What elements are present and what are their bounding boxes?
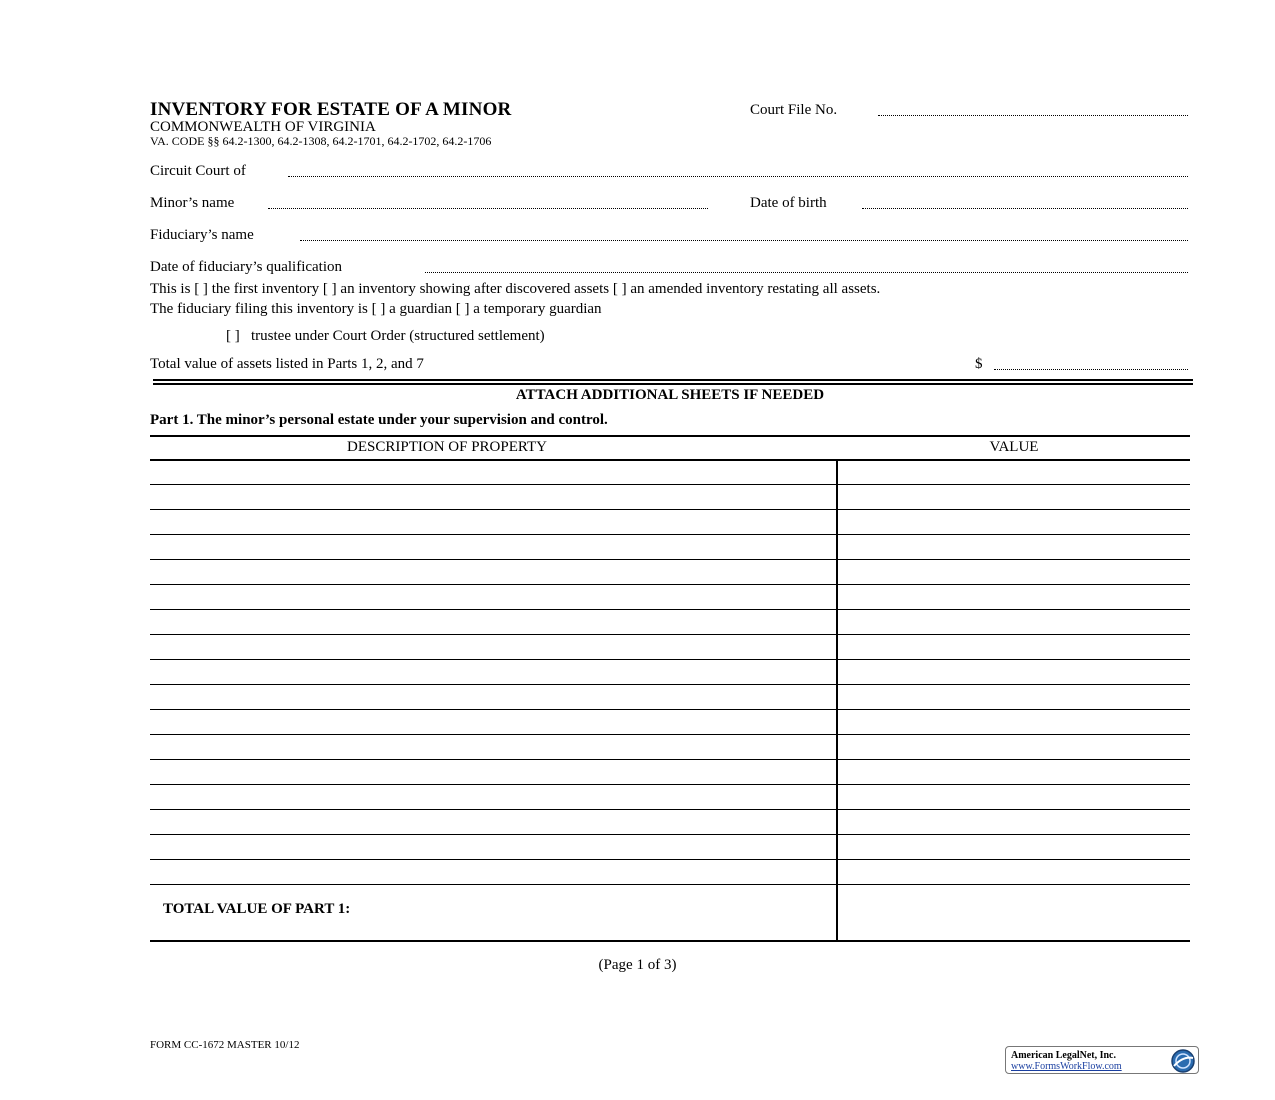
fiduciary-name-label: Fiduciary’s name (150, 227, 254, 243)
table-row[interactable] (150, 634, 1190, 635)
table-row[interactable] (150, 734, 1190, 735)
court-file-label: Court File No. (750, 102, 838, 118)
attach-notice: ATTACH ADDITIONAL SHEETS IF NEEDED (515, 387, 825, 403)
table-row[interactable] (150, 534, 1190, 535)
publisher-badge[interactable] (1005, 1046, 1199, 1074)
table-row[interactable] (150, 884, 1190, 885)
publisher-name: American LegalNet, Inc. (1011, 1050, 1116, 1061)
publisher-url[interactable]: www.FormsWorkFlow.com (1011, 1061, 1122, 1072)
discovered-assets-label: an inventory showing after discovered assets (340, 281, 610, 297)
first-inventory-label: the first inventory (211, 281, 320, 297)
amended-inventory-checkbox[interactable]: [ ] (612, 281, 627, 297)
inventory-type-line (150, 281, 880, 298)
temporary-guardian-label: a temporary guardian (473, 301, 602, 317)
circuit-court-field[interactable] (288, 176, 1188, 177)
trustee-label: trustee under Court Order (structured settlement) (251, 328, 545, 344)
qualification-date-label: Date of fiduciary’s qualification (150, 259, 343, 275)
part1-total-label: TOTAL VALUE OF PART 1: (163, 901, 351, 917)
description-column-header: DESCRIPTION OF PROPERTY (347, 439, 547, 455)
date-of-birth-label: Date of birth (750, 195, 827, 211)
discovered-assets-checkbox[interactable]: [ ] (322, 281, 337, 297)
statute-citation: VA. CODE §§ 64.2-1300, 64.2-1308, 64.2-1701, 64.2-1702, 64.2-1706 (150, 134, 492, 148)
qualification-date-field[interactable] (425, 272, 1188, 273)
jurisdiction: COMMONWEALTH OF VIRGINIA (150, 119, 376, 135)
table-row[interactable] (150, 559, 1190, 560)
table-top-rule (150, 435, 1190, 437)
temporary-guardian-checkbox[interactable]: [ ] (455, 301, 470, 317)
minor-name-label: Minor’s name (150, 195, 235, 211)
guardian-checkbox[interactable]: [ ] (371, 301, 386, 317)
value-column-header: VALUE (989, 439, 1039, 455)
circuit-court-label: Circuit Court of (150, 163, 246, 179)
court-file-field[interactable] (878, 115, 1188, 116)
total-assets-label: Total value of assets listed in Parts 1, 2, and 7 (150, 356, 424, 372)
table-row[interactable] (150, 859, 1190, 860)
fiduciary-name-field[interactable] (300, 240, 1188, 241)
fiduciary-type-line (150, 301, 602, 318)
total-assets-currency: $ (975, 356, 983, 372)
table-bottom-rule (150, 940, 1190, 942)
trustee-line (226, 328, 545, 345)
table-row[interactable] (150, 784, 1190, 785)
guardian-label: a guardian (389, 301, 453, 317)
table-row[interactable] (150, 759, 1190, 760)
double-rule-top (153, 379, 1193, 381)
double-rule-bottom (153, 383, 1193, 385)
header-bottom-rule (150, 459, 1190, 461)
fiduciary-type-prefix: The fiduciary filing this inventory is (150, 301, 368, 317)
date-of-birth-field[interactable] (862, 208, 1188, 209)
table-row[interactable] (150, 834, 1190, 835)
form-number: FORM CC-1672 MASTER 10/12 (150, 1039, 300, 1051)
form-title: INVENTORY FOR ESTATE OF A MINOR (150, 99, 512, 120)
part1-heading: Part 1. The minor’s personal estate under your supervision and control. (150, 412, 608, 428)
inventory-type-prefix: This is (150, 281, 191, 297)
table-row[interactable] (150, 659, 1190, 660)
table-row[interactable] (150, 809, 1190, 810)
table-row[interactable] (150, 609, 1190, 610)
page-number: (Page 1 of 3) (598, 957, 677, 973)
table-row[interactable] (150, 684, 1190, 685)
table-row[interactable] (150, 484, 1190, 485)
total-assets-field[interactable] (994, 369, 1188, 370)
table-row[interactable] (150, 584, 1190, 585)
trustee-checkbox[interactable]: [ ] (226, 328, 240, 344)
first-inventory-checkbox[interactable]: [ ] (194, 281, 208, 297)
table-row[interactable] (150, 509, 1190, 510)
minor-name-field[interactable] (268, 208, 708, 209)
table-row[interactable] (150, 709, 1190, 710)
column-divider (836, 460, 838, 942)
globe-icon (1170, 1048, 1196, 1074)
amended-inventory-label: an amended inventory restating all assets. (630, 281, 881, 297)
